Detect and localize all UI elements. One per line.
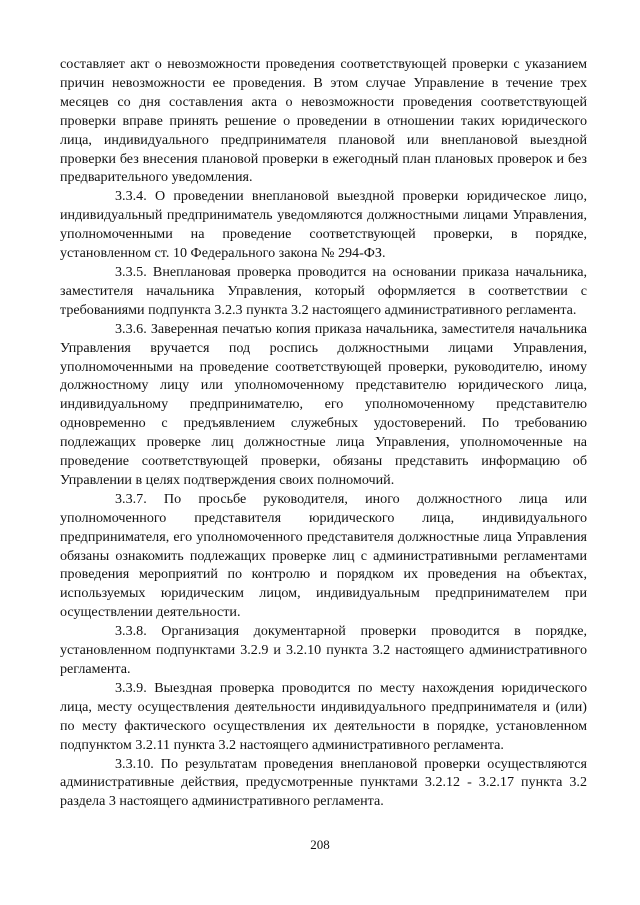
paragraph-continuation: составляет акт о невозможности проведения соответствующей проверки с указанием причин невозможности ее проведения. В этом случае Управление в течение трех месяцев со дня составления акта о невозможности проведения соответствующей проверки вправе принять решение о проведении в отношении таких юридического лица, индивидуального предпринимателя плановой или внеплановой выездной проверки без внесения плановой проверки в ежегодный план плановых проверок и без предварительного уведомления. [60,56,587,186]
paragraph-3-3-9: 3.3.9. Выездная проверка проводится по месту нахождения юридического лица, месту осуществления деятельности индивидуального предпринимателя и (или) по месту фактического осуществления их деятельности в порядке, установленном подпунктом 3.2.11 пункта 3.2 настоящего административного регламента. [60,679,587,753]
body-text [60,55,587,811]
paragraph-3-3-8: 3.3.8. Организация документарной проверки проводится в порядке, установленном подпунктами 3.2.9 и 3.2.10 пункта 3.2 настоящего административного регламента. [60,623,587,677]
paragraph-3-3-5: 3.3.5. Внеплановая проверка проводится на основании приказа начальника, заместителя начальника Управления, который оформляется в соответствии с требованиями подпункта 3.2.3 пункта 3.2 настоящего административного регламента. [60,263,587,318]
paragraph-3-3-7: 3.3.7. По просьбе руководителя, иного должностного лица или уполномоченного представителя юридического лица, индивидуального предпринимателя, его уполномоченного представителя должностные лица Управления обязаны ознакомить подлежащих проверке лиц с административными регламентами проведения мероприятий по контролю и порядком их проведения на объектах, используемых юридическим лицом, индивидуальным предпринимателем при осуществлении деятельности. [60,490,587,621]
paragraph-3-3-10: 3.3.10. По результатам проведения внеплановой проверки осуществляются административные действия, предусмотренные пунктами 3.2.12 - 3.2.17 пункта 3.2 раздела 3 настоящего административного регламента. [60,755,587,810]
paragraph-3-3-6: 3.3.6. Заверенная печатью копия приказа начальника, заместителя начальника Управления вручается под роспись должностными лицами Управления, уполномоченными на проведение соответствующей проверки, руководителю, иному должностному лицу или уполномоченному представителю юридического лица, индивидуальному предпринимателю, его уполномоченному представителю одновременно с предъявлением служебных удостоверений. По требованию подлежащих проверке лиц должностные лица Управления, уполномоченные на проведение соответствующей проверки, обязаны представить информацию об Управлении в целях подтверждения своих полномочий. [60,320,587,488]
page-number: 208 [310,837,330,852]
paragraph-3-3-4: 3.3.4. О проведении внеплановой выездной проверки юридическое лицо, индивидуальный предприниматель уведомляются должностными лицами Управления, уполномоченными на проведение соответствующей проверки, в порядке, установленном ст. 10 Федерального закона № 294-ФЗ. [60,188,587,262]
